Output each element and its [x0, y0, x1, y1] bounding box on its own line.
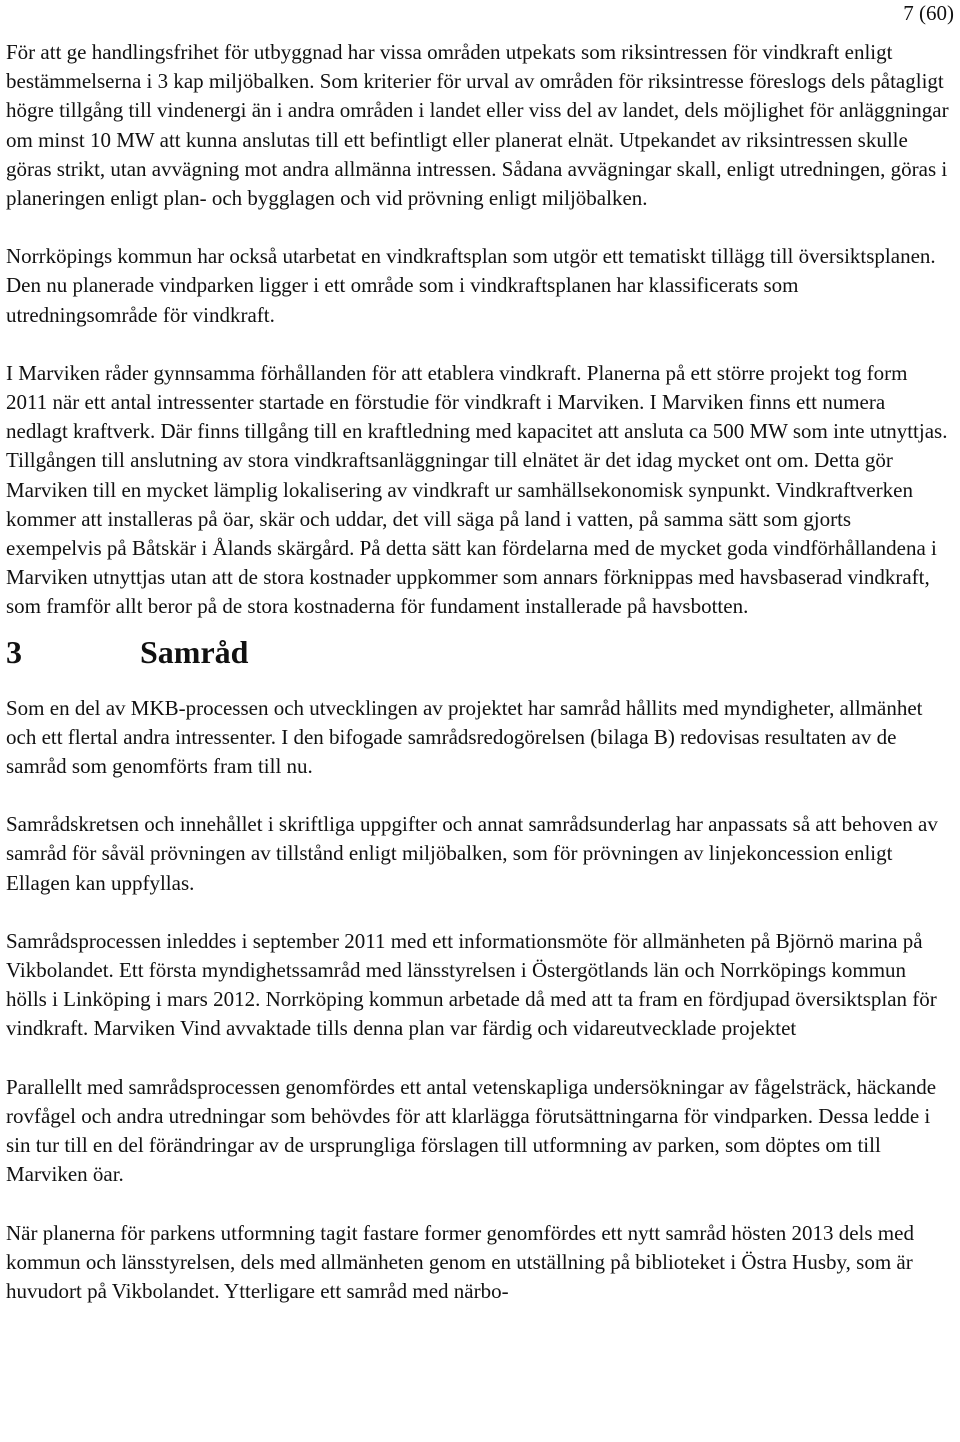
paragraph-marviken: I Marviken råder gynnsamma förhållanden för att etablera vindkraft. Planerna på ett större projekt tog form 2011 när ett antal intressenter startade en förstudie för vindkraft i Marviken. I Marviken finns ett numera nedlagt kraftverk. Där finns tillgång till en kraftledning med kapacitet att ansluta ca 500 MW som inte utnyttjas. Tillgången till anslutning av stora vindkraftsanläggningar till elnätet är det idag mycket ont om. Detta gör Marviken till en mycket lämplig lokalisering av vindkraft ur samhällsekonomisk synpunkt. Vindkraftverken kommer att installeras på öar, skär och uddar, det vill säga på land i vatten, på samma sätt som gjorts exempelvis på Båtskär i Ålands skärgård. På detta sätt kan fördelarna med de mycket goda vindförhållandena i Marviken utnyttjas utan att de stora kostnader uppkommer som annars förknippas med havsbaserad vindkraft, som framför allt beror på de stora kostnaderna för fundament installerade på havsbotten.	[6, 360, 948, 619]
paragraph-gap	[6, 213, 950, 242]
paragraph-mkb-process: Som en del av MKB-processen och utvecklingen av projektet har samråd hållits med myndigheter, allmänhet och ett flertal andra intressenter. I den bifogade samrådsredogörelsen (bilaga B) redovisas resultaten av de samråd som genomförts fram till nu.	[6, 695, 923, 779]
paragraph-samradsprocessen: Samrådsprocessen inleddes i september 2011 med ett informationsmöte för allmänheten på Björnö marina på Vikbolandet. Ett första myndighetssamråd med länsstyrelsen i Östergötlands län och Norrköpings kommun hölls i Linköping i mars 2012. Norrköping kommun arbetade då med att ta fram en fördjupad översiktsplan för vindkraft. Marviken Vind avvaktade tills denna plan var färdig och vidareutvecklade projektet	[6, 928, 937, 1041]
section-title: Samråd	[140, 633, 249, 670]
paragraph-gap	[6, 1190, 950, 1219]
paragraph-vindkraftsplan: Norrköpings kommun har också utarbetat en vindkraftsplan som utgör ett tematiskt tillägg till översiktsplanen. Den nu planerade vindparken ligger i ett område som i vindkraftsplanen har klassificerats som utredningsområde för vindkraft.	[6, 244, 936, 327]
section-number: 3	[6, 633, 22, 670]
page-number: 7 (60)	[903, 1, 954, 25]
paragraph-gap	[6, 1044, 950, 1073]
paragraph-parallellt: Parallellt med samrådsprocessen genomfördes ett antal vetenskapliga undersökningar av fågelsträck, häckande rovfågel och andra utredningar som behövdes för att klarlägga förutsättningarna för vindparken. Dessa ledde i sin tur till en del förändringar av de ursprungliga förslagen till utformning av parken, som döptes om till Marviken öar.	[6, 1074, 937, 1187]
paragraph-gap	[6, 781, 950, 810]
paragraph-nytt-samrad: När planerna för parkens utformning tagit fastare former genomfördes ett nytt samråd hösten 2013 dels med kommun och länsstyrelsen, dels med allmänheten genom en utställning på biblioteket i Östra Husby, som är huvudort på Vikbolandet. Ytterligare ett samråd med närbo-	[6, 1220, 914, 1303]
paragraph-gap	[6, 898, 950, 927]
paragraph-riksintressen: För att ge handlingsfrihet för utbyggnad har vissa områden utpekats som riksintressen för vindkraft enligt bestämmelserna i 3 kap miljöbalken. Som kriterier för urval av områden för riksintresse föreslogs dels påtagligt högre tillgång till vindenergi än i andra områden i landet eller viss del av landet, dels möjlighet för anläggningar om minst 10 MW att kunna anslutas till ett befintligt eller planerat elnät. Utpekandet av riksintressen skulle göras strikt, utan avvägning mot andra allmänna intressen. Sådana avvägningar skall, enligt utredningen, göras i planeringen enligt plan- och bygglagen och vid prövning enligt miljöbalken.	[6, 40, 949, 211]
paragraph-samradskretsen: Samrådskretsen och innehållet i skriftliga uppgifter och annat samrådsunderlag har anpassats så att behoven av samråd för såväl prövningen av tillstånd enligt miljöbalken, som för prövningen av linjekoncession enligt Ellagen kan uppfyllas.	[6, 812, 938, 895]
section-heading	[6, 632, 950, 672]
document-body	[6, 38, 950, 1306]
paragraph-gap	[6, 330, 950, 359]
